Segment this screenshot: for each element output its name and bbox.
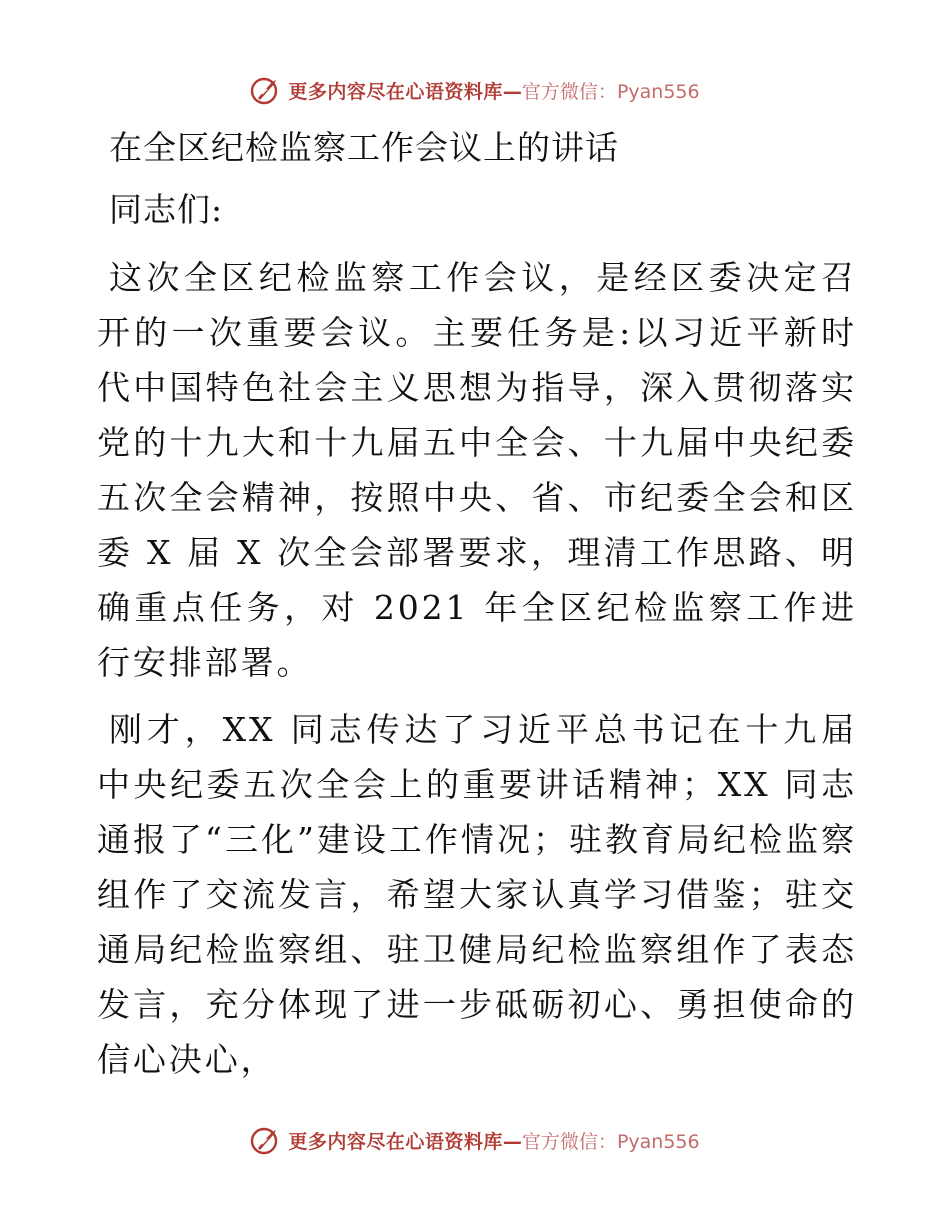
watermark-separator: — [502,80,522,103]
document-title: 在全区纪检监察工作会议上的讲话 [109,128,619,167]
watermark-wechat-id: Pyan556 [616,80,700,103]
feather-pen-logo-icon [250,74,282,106]
paragraph: 刚才，XX 同志传达了习近平总书记在十九届中央纪委五次全会上的重要讲话精神；XX 同志通报了“三化”建设工作情况；驻教育局纪检监察组作了交流发言，希望大家认真学习借鉴；驻交通局纪检监察组、驻卫健局纪检监察组作了表态发言，充分体现了进一步砥砺初心、勇担使命的信心决心， [97,710,857,1079]
document-salutation: 同志们: [109,190,224,229]
watermark-separator: — [502,1130,522,1153]
footer-watermark [0,1120,950,1160]
watermark-sub-text: 官方微信： [521,80,617,103]
header-watermark [0,70,950,110]
feather-pen-logo-icon [250,1124,282,1156]
watermark-main-text: 更多内容尽在心语资料库 [288,80,503,103]
watermark-text [288,1127,699,1154]
document-body [97,122,857,1087]
watermark-wechat-id: Pyan556 [616,1130,700,1153]
watermark-sub-text: 官方微信： [521,1130,617,1153]
watermark-text [288,77,699,104]
watermark-main-text: 更多内容尽在心语资料库 [288,1130,503,1153]
paragraph: 这次全区纪检监察工作会议，是经区委决定召开的一次重要会议。主要任务是:以习近平新时代中国特色社会主义思想为指导，深入贯彻落实党的十九大和十九届五中全会、十九届中央纪委五次全会精神，按照中央、省、市纪委全会和区委 X 届 X 次全会部署要求，理清工作思路、明确重点任务，对 2021 年全区纪检监察工作进行安排部署。 [97,258,857,682]
